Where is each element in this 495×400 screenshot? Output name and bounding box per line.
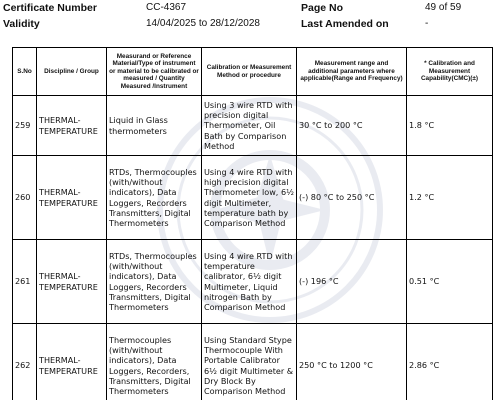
cell-sno: 261 — [13, 240, 37, 324]
certificate-number-value: CC-4367 — [146, 2, 187, 13]
cell-measurand: RTDs, Thermocouples (with/without indicators), Data Loggers, Recorders Transmitters, Digital Thermometers — [107, 240, 202, 324]
header-method: Calibration or Measurement Method or procedure — [202, 48, 297, 96]
cell-method: Using 4 wire RTD with high precision digital Thermometer low, 6½ digit Multimeter, temperature bath by Comparison Method — [202, 156, 297, 240]
cell-measurand: Liquid in Glass thermometers — [107, 96, 202, 156]
cell-sno: 260 — [13, 156, 37, 240]
certificate-header — [0, 0, 495, 34]
cell-method: Using Standard Stype Thermocouple With Portable Calibrator 6½ digit Multimeter & Dry Block By Comparison Method — [202, 324, 297, 400]
cell-cmc: 1.2 °C — [407, 156, 493, 240]
cell-sno: 262 — [13, 324, 37, 400]
table-row — [13, 324, 493, 400]
table-row — [13, 96, 493, 156]
cell-cmc: 2.86 °C — [407, 324, 493, 400]
header-discipline: Discipline / Group — [37, 48, 107, 96]
cell-discipline: THERMAL-TEMPERATURE — [37, 324, 107, 400]
cell-range: 30 °C to 200 °C — [297, 96, 407, 156]
cell-range: (-) 80 °C to 250 °C — [297, 156, 407, 240]
cell-method: Using 4 wire RTD with temperature calibrator, 6½ digit Multimeter, Liquid nitrogen Bath by Comparison Method — [202, 240, 297, 324]
scope-table — [12, 47, 493, 400]
header-range: Measurement range and additional parameters where applicable(Range and Frequency) — [297, 48, 407, 96]
cell-measurand: RTDs, Thermocouples (with/without indicators), Data Loggers, Recorders Transmitters, Digital Thermometers — [107, 156, 202, 240]
cell-cmc: 0.51 °C — [407, 240, 493, 324]
cell-discipline: THERMAL-TEMPERATURE — [37, 156, 107, 240]
certificate-number-label: Certificate Number — [3, 2, 97, 14]
cell-cmc: 1.8 °C — [407, 96, 493, 156]
table-header-row — [13, 48, 493, 96]
header-sno: S.No — [13, 48, 37, 96]
cell-measurand: Thermocouples (with/without indicators), Data Loggers, Recorders, Transmitters, Digital Thermometers — [107, 324, 202, 400]
page-number-value: 49 of 59 — [425, 2, 462, 13]
last-amended-value: - — [425, 18, 429, 29]
cell-range: (-) 196 °C — [297, 240, 407, 324]
cell-discipline: THERMAL-TEMPERATURE — [37, 96, 107, 156]
table-row — [13, 240, 493, 324]
validity-value: 14/04/2025 to 28/12/2028 — [146, 18, 260, 29]
cell-method: Using 3 wire RTD with precision digital Thermometer, Oil Bath by Comparison Method — [202, 96, 297, 156]
page-number-label: Page No — [301, 2, 344, 14]
validity-label: Validity — [3, 18, 40, 30]
last-amended-label: Last Amended on — [301, 18, 389, 30]
header-cmc: * Calibration and Measurement Capability(CMC)(±) — [407, 48, 493, 96]
cell-sno: 259 — [13, 96, 37, 156]
cell-discipline: THERMAL-TEMPERATURE — [37, 240, 107, 324]
header-measurand: Measurand or Reference Material/Type of instrument or material to be calibrated or measured / Quantity Measured /Instrument — [107, 48, 202, 96]
cell-range: 250 °C to 1200 °C — [297, 324, 407, 400]
table-row — [13, 156, 493, 240]
